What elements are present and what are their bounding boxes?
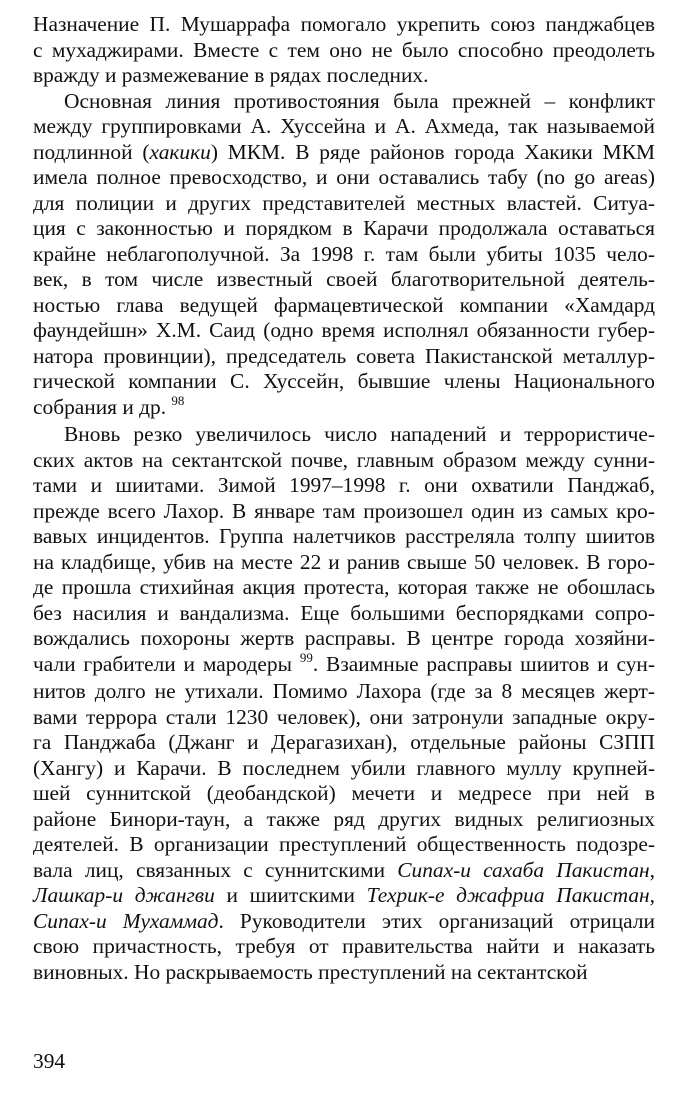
text-line [33, 344, 655, 370]
text-line [33, 756, 655, 782]
text-run: Назначение П. Мушаррафа помогало укрепить союз панджабцев [33, 12, 655, 36]
text-line [33, 626, 655, 652]
text-line [33, 293, 655, 319]
text-run: виновных. Но раскрываемость преступлений на сектантской [33, 959, 588, 984]
text-run: районе Бинори-таун, а также ряд других видных религиозных [33, 806, 655, 831]
page-text [33, 12, 655, 985]
text-run: фаундейшн» Х.М. Саид (одно время исполнял обязанности губер- [33, 318, 655, 342]
text-line [33, 473, 655, 499]
text-line [33, 524, 655, 550]
text-run: нитов долго не утихали. Помимо Лахора (где за 8 месяцев жерт- [33, 679, 655, 703]
text-line [33, 934, 655, 960]
text-run: чали грабители и мародеры [33, 651, 300, 676]
text-run: ских актов на сектантской почве, главным образом между сунни- [33, 447, 655, 472]
text-run: крайне неблагополучной. За 1998 г. там были убиты 1035 чело- [33, 241, 655, 266]
text-run: подлинной ( [33, 139, 150, 164]
text-line [33, 705, 655, 731]
text-run: , [649, 883, 655, 907]
text-run: Основная линия противостояния была прежней – конфликт [64, 88, 655, 113]
italic-text: хакики [149, 139, 211, 164]
text-run: гической компании С. Хуссейн, бывшие члены Национального [33, 369, 655, 393]
text-run: тами и шиитами. Зимой 1997–1998 г. они охватили Панджаб, [33, 473, 655, 497]
text-run: вождались похороны жертв расправы. В центре города хозяйни- [33, 626, 655, 650]
italic-text: Сипах-и Мухаммад [33, 908, 219, 933]
text-run: ностью глава ведущей фармацевтической компании «Хамдард [33, 292, 655, 317]
text-run: . Руководители этих организаций отрицали [218, 908, 655, 933]
text-line [33, 858, 655, 884]
text-line [33, 392, 655, 423]
text-line [33, 601, 655, 627]
text-run: . Взаимные расправы шиитов и сун- [312, 651, 655, 676]
text-line [33, 730, 655, 756]
text-line [33, 807, 655, 833]
text-run: вавых инцидентов. Группа налетчиков расстреляла толпу шиитов [33, 524, 655, 548]
footnote-ref: 98 [171, 392, 185, 408]
text-run: собрания и др. [33, 394, 172, 419]
text-run: га Панджаба (Джанг и Дерагазихан), отдельные районы СЗПП [33, 730, 655, 754]
text-line [33, 832, 655, 858]
text-line [33, 318, 655, 344]
paragraph [33, 12, 655, 89]
text-line [33, 191, 655, 217]
text-line [33, 267, 655, 293]
text-line [33, 550, 655, 576]
text-run: вражду и размежевание в рядах последних. [33, 63, 429, 87]
text-run: свою причастность, требуя от правительства найти и наказать [33, 934, 655, 958]
text-run: , [649, 857, 655, 882]
text-line [33, 242, 655, 268]
text-line [33, 63, 655, 89]
text-run: имела полное превосходство, и они оставались табу (no go areas) [33, 165, 655, 189]
italic-text: Техрик-е джафриа Пакистан [366, 883, 650, 907]
text-run: деятелей. В организации преступлений общественность подозре- [33, 832, 655, 856]
text-line [33, 140, 655, 166]
text-run: между группировками А. Хуссейна и А. Ахмеда, так называемой [33, 114, 655, 138]
paragraph [33, 89, 655, 423]
text-line [33, 649, 655, 680]
text-run: шей суннитской (деобандской) мечети и медресе при ней в [33, 781, 655, 805]
text-line [33, 216, 655, 242]
text-line [33, 165, 655, 191]
text-run: без насилия и вандализма. Еще большими беспорядками сопро- [33, 600, 655, 625]
text-run: с мухаджирами. Вместе с тем оно не было способно преодолеть [33, 37, 655, 62]
text-run: ция с законностью и порядком в Карачи продолжала оставаться [33, 216, 655, 240]
footnote-ref: 99 [299, 649, 313, 665]
text-line [33, 369, 655, 395]
text-run: ) МКМ. В ряде районов города Хакики МКМ [210, 139, 655, 164]
text-run: вала лиц, связанных с суннитскими [33, 857, 398, 882]
text-line [33, 960, 655, 986]
text-line [33, 499, 655, 525]
text-run: де прошла стихийная акция протеста, которая также не обошлась [33, 575, 655, 599]
text-run: век, в том числе известный своей благотворительной деятель- [33, 267, 655, 291]
text-line [33, 781, 655, 807]
text-line [33, 909, 655, 935]
text-run: натора провинции), председатель совета Пакистанской металлур- [33, 343, 655, 368]
text-line [33, 575, 655, 601]
page-number: 394 [33, 1049, 66, 1073]
text-line [33, 679, 655, 705]
text-run: на кладбище, убив на месте 22 и ранив свыше 50 человек. В горо- [33, 549, 655, 574]
paragraph [33, 422, 655, 985]
italic-text: Сипах-и сахаба Пакистан [397, 857, 650, 882]
text-line [33, 38, 655, 64]
text-line [33, 89, 655, 115]
text-line [33, 448, 655, 474]
text-line [33, 422, 655, 448]
text-line [33, 12, 655, 38]
text-run: и шиитскими [214, 883, 367, 907]
text-run: вами террора стали 1230 человек), они затронули западные окру- [33, 704, 655, 729]
text-run: Вновь резко увеличилось число нападений и террористиче- [64, 422, 655, 446]
text-run: для полиции и других представителей местных властей. Ситуа- [33, 190, 655, 215]
text-line [33, 114, 655, 140]
text-run: (Хангу) и Карачи. В последнем убили главного муллу крупней- [33, 755, 655, 780]
text-run: прежде всего Лахор. В январе там произошел один из самых кро- [33, 498, 655, 523]
italic-text: Лашкар-и джангви [33, 883, 215, 907]
text-line [33, 883, 655, 909]
